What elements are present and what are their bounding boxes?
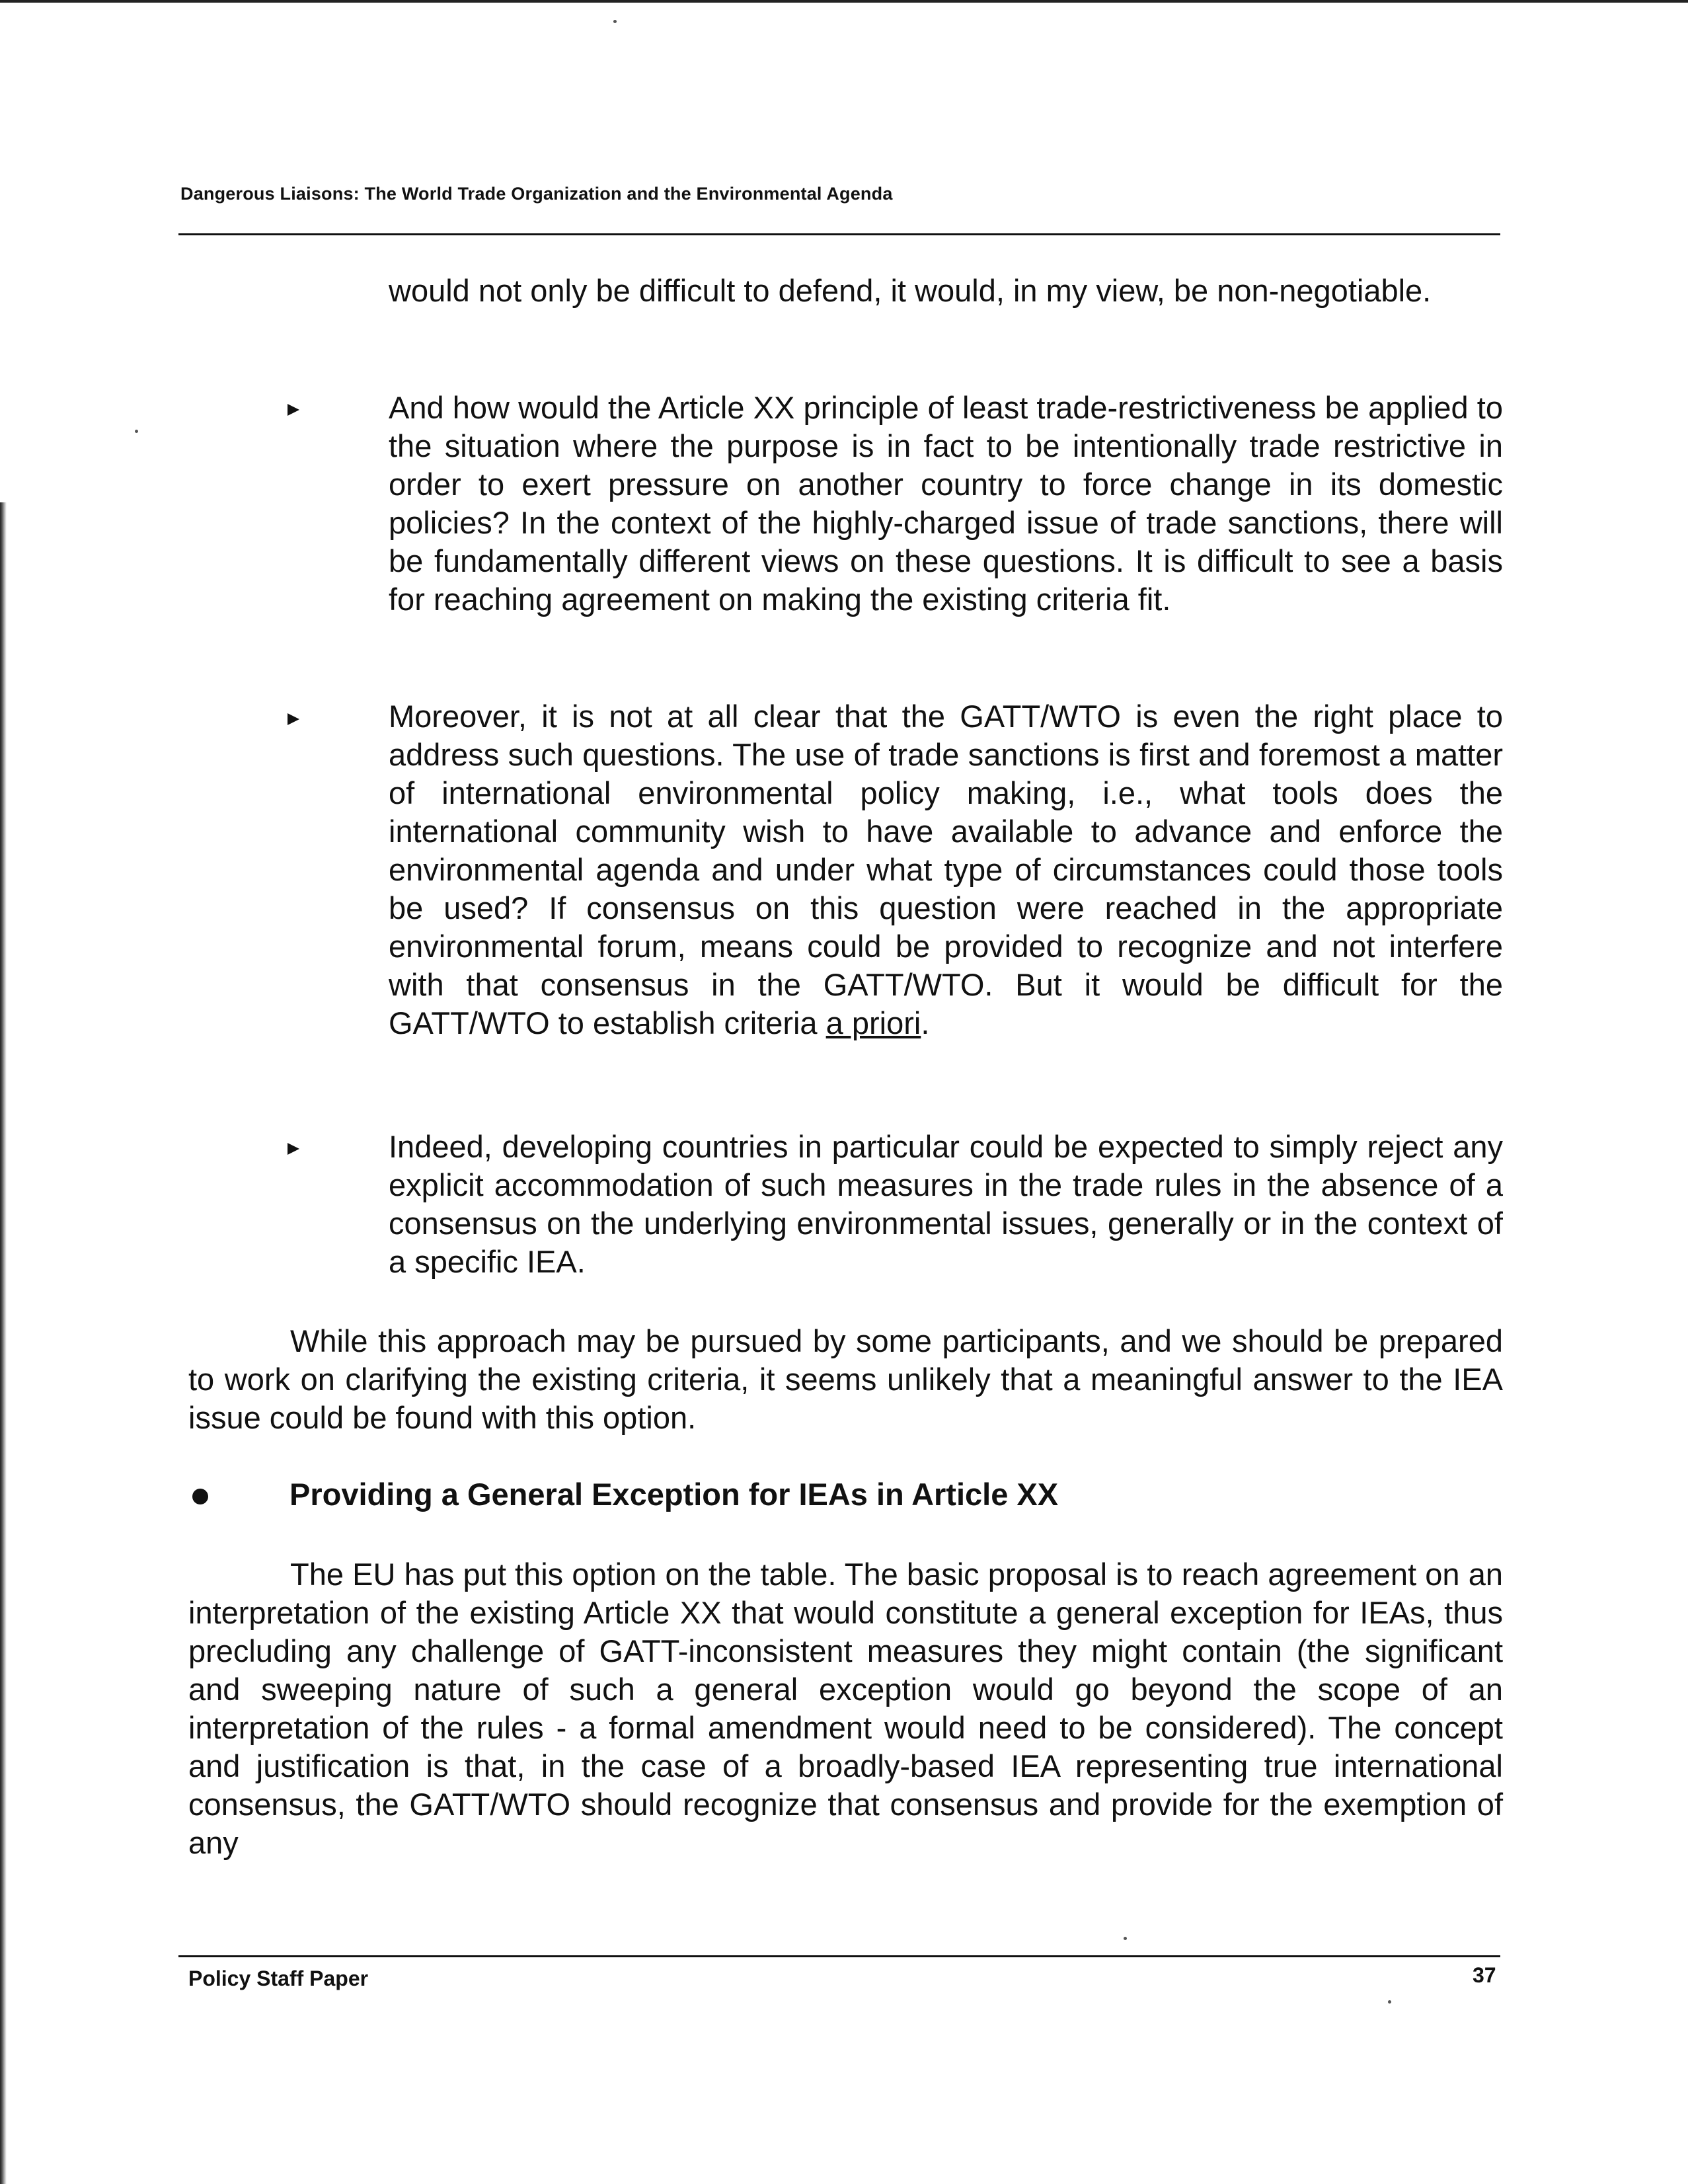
continuation-paragraph: would not only be difficult to defend, it would, in my view, be non-negotiable. bbox=[389, 273, 1432, 308]
scan-left-edge bbox=[0, 502, 7, 2184]
section-heading: Providing a General Exception for IEAs in Article XX bbox=[289, 1477, 1059, 1512]
triangle-bullet-icon bbox=[288, 713, 299, 725]
triangle-bullet-icon bbox=[288, 1143, 299, 1155]
page-number: 37 bbox=[1473, 1963, 1496, 1987]
scan-speck bbox=[1388, 2000, 1391, 2004]
footer-publication: Policy Staff Paper bbox=[188, 1967, 369, 1990]
bullet-point-2-text: Moreover, it is not at all clear that the GATT/WTO is even the right place to address such questions. The use of trade sanctions is first and foremost a matter of international environmental policy making, i.e., what tools does the international community wish to have available to advance and enforce the environmental agenda and under what type of circumstances could those tools be used? If consensus on this question were reached in the appropriate environmental forum, means could be provided to recognize and not interfere with that consensus in the GATT/WTO. But it would be difficult for the GATT/WTO to establish criteria bbox=[389, 699, 1503, 1040]
bullet-point-2-period: . bbox=[921, 1005, 930, 1040]
bullet-point-1: And how would the Article XX principle of least trade-restrictiveness be applied to the situation where the purpose is in fact to be intentionally trade restrictive in order to exert pressure on another country to force change in its domestic policies? In the context of the highly-charged issue of trade sanctions, there will be fundamentally different views on these questions. It is difficult to see a basis for reaching agreement on making the existing criteria fit. bbox=[389, 390, 1503, 617]
scan-speck bbox=[613, 20, 617, 23]
bullet-point-3: Indeed, developing countries in particular could be expected to simply reject any explicit accommodation of such measures in the trade rules in the absence of a consensus on the underlying environmental issues, generally or in the context of a specific IEA. bbox=[389, 1129, 1503, 1279]
summary-paragraph bbox=[188, 1322, 1503, 1437]
running-header: Dangerous Liaisons: The World Trade Organization and the Environmental Agenda bbox=[180, 184, 893, 204]
footer-rule bbox=[178, 1955, 1500, 1957]
section-paragraph-text: The EU has put this option on the table. The basic proposal is to reach agreement on an interpretation of the existing Article XX that would constitute a general exception for IEAs, thus precluding any challenge of GATT-inconsistent measures they might contain (the significant and sweeping nature of such a general exception would go beyond the scope of an interpretation of the rules - a formal amendment would need to be considered). The concept and justification is that, in the case of a broadly-based IEA representing true international consensus, the GATT/WTO should recognize that consensus and provide for the exemption of any bbox=[188, 1557, 1503, 1860]
summary-paragraph-text: While this approach may be pursued by some participants, and we should be prepared to work on clarifying the existing criteria, it seems unlikely that a meaningful answer to the IEA issue could be found with this option. bbox=[188, 1323, 1503, 1435]
triangle-bullet-icon bbox=[288, 404, 299, 416]
bullet-point-2 bbox=[389, 697, 1503, 1042]
scan-speck bbox=[1124, 1937, 1127, 1940]
section-paragraph bbox=[188, 1555, 1503, 1862]
header-rule bbox=[178, 233, 1500, 235]
scan-speck bbox=[135, 430, 138, 433]
emphasis-a-priori: a priori bbox=[825, 1005, 921, 1040]
scan-top-edge bbox=[0, 0, 1688, 3]
round-bullet-icon bbox=[192, 1489, 208, 1504]
